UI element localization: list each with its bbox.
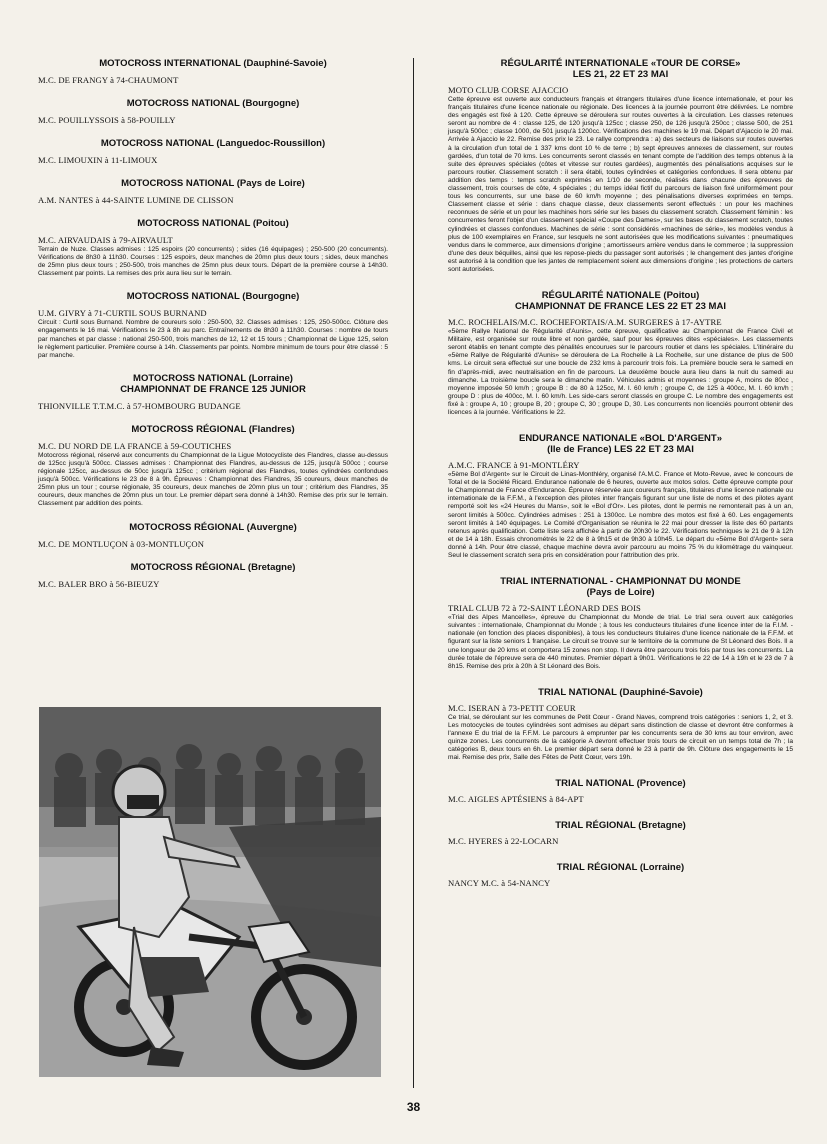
event-section bbox=[448, 290, 793, 417]
event-description: «Trial des Alpes Mancelles», épreuve du Championnat du Monde de trial. Le trial sera ouvert aux catégories suivantes : internationale, Championnat du Monde ; à tous les conducteurs titulaires d'une licence inter de la F.I.M. - nationale (en fonction des places disponibles), à tous les conducteurs titulaires d'une licence nationale de la F.F.M. et figurant sur la liste seniors 1 française. Le circuit se trouve sur le territoire de la commune de St Léonard des Bois. Il a une longueur de 20 kms et comportera 15 zones non stop. Il devra être parcouru trois fois par tous les concurrents. La durée totale de l'épreuve sera de 440 minutes. Premier départ à 9h01. Vérifications le 22 de 14 à 19h et le 23 de 7 à 8h15. Remise des prix à 20h à St Léonard des Bois. bbox=[448, 614, 793, 670]
event-club: M.C. LIMOUXIN à 11-LIMOUX bbox=[38, 155, 158, 165]
event-description: Ce trial, se déroulant sur les communes de Petit Cœur - Grand Naves, comprend trois catégories : seniors 1, 2, et 3. Les motocycles de toutes cylindrées sont admises au départ sans distinction de classe et devront être conformes à l'annexe E du trial de la F.F.M. Le parcours à emprunter par les concurrents sera de 30 kms au tour environ, avec quinze zones. Les concurrents de la catégorie A devront effectuer trois tours de circuit en un temps total de 7h ; la catégories B, deux tours en 6h. Le premier départ sera donné le 23 à partir de 9h. Clôture des engagements le 15 mai. Remise des prix, Salle des Fêtes de Petit Cœur, vers 19h. bbox=[448, 713, 793, 762]
event-club: M.C. ROCHELAIS/M.C. ROCHEFORTAIS/A.M. SURGERES à 17-AYTRE bbox=[448, 317, 722, 328]
event-section bbox=[448, 820, 793, 846]
event-title bbox=[448, 58, 793, 80]
event-club: A.M. NANTES à 44-SAINTE LUMINE DE CLISSON bbox=[38, 195, 234, 205]
event-title: MOTOCROSS RÉGIONAL (Auvergne) bbox=[129, 521, 297, 533]
event-section bbox=[38, 178, 388, 205]
event-club: M.C. DE MONTLUÇON à 03-MONTLUÇON bbox=[38, 538, 204, 549]
event-title: TRIAL RÉGIONAL (Lorraine) bbox=[556, 862, 685, 874]
event-section bbox=[38, 373, 388, 411]
event-section bbox=[448, 433, 793, 560]
event-club: NANCY M.C. à 54-NANCY bbox=[448, 878, 551, 889]
event-description: Terrain de Nuze. Classes admises : 125 espoirs (20 concurrents) ; sides (16 équipages) ; 250-500 (20 concurrents). Vérifications de 8h30 à 11h30. Courses : 125 espoirs, deux manches de 20mn plus deux tours ; sides, deux manches de 25mn plus deux tours ; 250-500, trois manches de 25mn plus deux tours. Départ de la première course à 14h30. Classement par points. La remises des prix aura lieu sur le terrain. bbox=[38, 246, 388, 278]
event-section bbox=[448, 687, 793, 763]
event-section bbox=[38, 291, 388, 359]
event-club: U.M. GIVRY à 71-CURTIL SOUS BURNAND bbox=[38, 308, 207, 319]
event-title: TRIAL NATIONAL (Provence) bbox=[555, 778, 686, 790]
page-number: 38 bbox=[406, 1100, 421, 1114]
event-club: TRIAL CLUB 72 à 72-SAINT LÉONARD DES BOIS bbox=[448, 603, 641, 614]
event-section bbox=[38, 522, 388, 549]
event-section bbox=[38, 98, 388, 125]
event-subtitle: CHAMPIONNAT DE FRANCE LES 22 ET 23 MAI bbox=[515, 301, 726, 313]
event-description: Circuit : Curtil sous Burnand. Nombre de coureurs solo : 250-500, 32. Classes admises : 125, 250-500cc. Clôture des engagements le 16 mai. Vérifications le 23 à 8h au parc. Entraînements de 8h30 à 11h30. Courses : nombre de tours par manches et par classe : national 250-500, trois manches de 12, 12 et 15 tours ; Championnat de Ligue 125, selon le règlement particulier. Première course à 14h. Classements par points. Nombre minimum de tours pour être classé : 5 par manche. bbox=[38, 319, 388, 359]
event-club: M.C. ISERAN à 73-PETIT COEUR bbox=[448, 702, 576, 713]
event-title: MOTOCROSS INTERNATIONAL (Dauphiné-Savoie) bbox=[99, 58, 327, 69]
event-description: «5ème Bol d'Argent» sur le Circuit de Linas-Monthléry, organisé l'A.M.C. France et Moto-Revue, avec le concours de Total et de la Société Ricard. Endurance nationale de 6 heures, ouverte aux motos solos. Cette épreuve compte pour le Championnat de France d'Endurance. Épreuve réservée aux coureurs français, titulaires d'une licence nationale ou internationale de la F.F.M., à l'exception des pilotes inter français figurant sur une liste de noms et des pilotes ayant remporté soit les «24 Heures du Mans», soit le «Bol d'Or». Les pilotes, dont le permis ne remonterait pas à un an, seront limités à 500cc. Cylindrées admises : 251 à 1300cc. Le nombre des motos est fixé à 60. Les engagements seront limités à 140 équipages. Le Comité d'Organisation se réunira le 22 mai pour dresser la liste des 60 partants retenus après qualification. Cette liste sera affichée à partir de 20h30 le 22. Vérifications techniques le 21 de 9 à 12h et de 14 à 18h. Essais chronométrés le 22 de 8 à 9h15 et de 9h30 à 10h45. Le départ du «5ème Bol d'Argent» sera donné à 14h. Pour être classé, chaque machine devra avoir parcouru au moins 75 % du kilométrage du vainqueur. Seul le classement scratch sera pris en considération pour l'attribution des prix. bbox=[448, 471, 793, 560]
motocross-rider-illustration bbox=[39, 707, 381, 1077]
event-title: TRIAL RÉGIONAL (Bretagne) bbox=[555, 820, 686, 832]
event-subtitle: LES 21, 22 ET 23 MAI bbox=[572, 69, 669, 80]
event-title: MOTOCROSS RÉGIONAL (Flandres) bbox=[131, 423, 295, 435]
event-section bbox=[38, 138, 388, 165]
event-description: «5ème Rallye National de Régularité d'Aunis», cette épreuve, qualificative au Championnat de France Civil et Militaire, est organisée sur route libre et non gardée, sauf pour les épreuves dites «spéciales». Les classements seront établis en tenant compte des pénalités encourues sur le parcours routier et dans les spéciales. L'itinéraire du «5ème Rallye de Régularité d'Aunis» se déroulera de La Rochelle à La Rochelle, sur une distance de plus de 500 kms. Le circuit sera effectué sur une boucle de 232 kms à parcourir trois fois. La première boucle sera le samedi en fin d'après-midi, avec neutralisation en fin de parcours. La deuxième boucle aura lieu dans la nuit du samedi au dimanche. La troisième boucle sera le dimanche matin. Véhicules admis et moyennes : groupe A, moins de 80cc , moyenne imposée 50 km/h ; groupe B : de 80 à 125cc, M. I. 60 km/h ; groupe C, de 125 à 400cc, M. I. 60 km/h ; groupe D : plus de 400cc, M. I. 60 km/h. Les side-cars seront classés en groupe C. Le nombre des engagements est fixé à : groupe A, 10 ; groupe B, 20 ; groupe C, 30 ; groupe D, 30. Les concurrents non licenciés pourront obtenir des licences à la journée. Vérifications le 22. bbox=[448, 328, 793, 416]
event-club: M.C. AIGLES APTÉSIENS à 84-APT bbox=[448, 794, 584, 805]
event-title: MOTOCROSS NATIONAL (Bourgogne) bbox=[126, 98, 300, 109]
event-section bbox=[448, 862, 793, 888]
event-club: A.M.C. FRANCE à 91-MONTLÉRY bbox=[448, 460, 580, 471]
event-title bbox=[38, 373, 388, 395]
motocross-photo bbox=[39, 707, 381, 1077]
event-subtitle: (Ile de France) LES 22 ET 23 MAI bbox=[547, 444, 694, 456]
event-title: MOTOCROSS NATIONAL (Languedoc-Roussillon) bbox=[100, 138, 326, 149]
event-section bbox=[448, 576, 793, 671]
event-title: MOTOCROSS RÉGIONAL (Bretagne) bbox=[130, 561, 296, 573]
event-title: TRIAL NATIONAL (Dauphiné-Savoie) bbox=[538, 686, 703, 698]
left-column bbox=[38, 58, 388, 602]
event-section bbox=[38, 58, 388, 85]
event-section bbox=[448, 778, 793, 804]
event-title: MOTOCROSS NATIONAL (Poitou) bbox=[137, 218, 289, 229]
event-title bbox=[448, 576, 793, 598]
event-subtitle: (Pays de Loire) bbox=[586, 587, 655, 599]
event-description: Motocross régional, réservé aux concurrents du Championnat de la Ligue Motocycliste des Flandres, classe au-dessus de 125cc jusqu'à 500cc. Classes admises : Championnat des Flandres, au-dessus de 125, jusqu'à 500cc ; course régionale 125cc, au-dessus de 50cc jusqu'à 125cc ; critérium régional des Flandres, toutes cylindrées confondues jusqu'à 500cc. Vérifications le 23 de 8 à 9h. Épreuves : Championnat des Flandres, 35 coureurs, deux manches de 25mn plus un tour ; course régionale, 35 coureurs, deux manches de 20mn plus un tour ; critérium des Flandres, 35 coureurs, deux manches de 20mn plus un tour. Le premier départ sera donné à 14h30. Remise des prix sur le terrain. Classement par addition des points. bbox=[38, 451, 388, 508]
event-section bbox=[38, 218, 388, 278]
event-club: M.C. HYERES à 22-LOCARN bbox=[448, 836, 559, 847]
event-club: M.C. POUILLYSSOIS à 58-POUILLY bbox=[38, 115, 176, 125]
event-title-main: RÉGULARITÉ INTERNATIONALE «TOUR DE CORSE» bbox=[500, 58, 741, 69]
event-club: M.C. AIRVAUDAIS à 79-AIRVAULT bbox=[38, 235, 173, 245]
event-subtitle: CHAMPIONNAT DE FRANCE 125 JUNIOR bbox=[120, 383, 306, 395]
event-title-main: RÉGULARITÉ NATIONALE (Poitou) bbox=[541, 290, 700, 302]
event-club: THIONVILLE T.T.M.C. à 57-HOMBOURG BUDANGE bbox=[38, 400, 241, 411]
right-column bbox=[448, 58, 793, 904]
event-club: MOTO CLUB CORSE AJACCIO bbox=[448, 85, 569, 95]
event-description: Cette épreuve est ouverte aux conducteurs français et étrangers titulaires d'une licence internationale, et pour les français titulaires d'une licence nationale ou régionale. Des licences à la journée pourront être délivrées. Le nombre des engagés est fixé à 120. Cette épreuve se déroulera sur routes ouvertes à la circulation. Les classes retenues seront au nombre de 4 : classe 125, de 120 jusqu'à 125cc ; classe 250, de 126 jusqu'à 250cc ; classe 500, de 251 jusqu'à 500cc ; classe 1000, de 501 jusqu'à 1200cc. Vérifications des machines le 19 mai. Départ d'Ajaccio le 20 mai. Arrivée à Ajaccio le 22. Remise des prix le 23. Le rallye comprendra : a) des secteurs de liaisons sur routes ouvertes à la circulation d'un total de 1 337 kms dont 10 % de terre ; b) sept épreuves annexes de classement, sur routes gardées, d'un total de 70 kms. Les concurrents seront classés en tenant compte de l'addition des temps obtenus à la suite des épreuves spéciales (côtes et vitesse sur routes gardées), augmentés des pénalisations acquises sur le parcours routier. Classement scratch : il sera établi, toutes cylindrées et catégories confondues. Il sera obtenu par addition des temps : temps scratch exprimés en 1/10 de seconde, réalisés dans chacune des épreuves de classement, trois courses de côte, 4 spéciales ; du temps idéal fictif du parcours de liaison fixé uniformément pour tous les concurrents, sur une base de 60 km/h moyenne ; des pénalisations diverses exprimées en temps. Classement classe et série : dans chaque classe, deux classements seront effectués : un pour les machines reconnues de série et un pour les machines hors série sur les bases du classement scratch. Classement féminin : les concurrentes feront l'objet d'un classement spécial «Coupe des Dames», sur les bases du classement scratch, toutes cylindrées et classes confondues. Machines de série : sont considérés «machines de série», les modèles vendus à plus de 100 exemplaires en France, sur lesquels ne sont autorisées que les modifications suivantes : pneumatiques vendus dans le commerce, aux dimensions d'origine ; amortisseurs arrière vendus dans le commerce ; la suppression d'une des deux béquilles, ainsi que les repose-pieds du passager sont autorisés ; le changement des jantes d'origine est autorisé à la condition que les jantes de remplacement soient aux dimensions d'origine ; les protections de carters sont autorisées. bbox=[448, 96, 793, 273]
event-title bbox=[448, 433, 793, 455]
event-title: MOTOCROSS NATIONAL (Pays de Loire) bbox=[121, 178, 305, 189]
event-section bbox=[38, 424, 388, 509]
event-title-main: ENDURANCE NATIONALE «BOL D'ARGENT» bbox=[518, 433, 722, 445]
event-section bbox=[38, 562, 388, 589]
event-section bbox=[448, 58, 793, 274]
event-club: M.C. DE FRANGY à 74-CHAUMONT bbox=[38, 75, 179, 85]
event-title: MOTOCROSS NATIONAL (Bourgogne) bbox=[126, 291, 300, 303]
event-club: M.C. BALER BRO à 56-BIEUZY bbox=[38, 578, 160, 589]
event-club: M.C. DU NORD DE LA FRANCE à 59-COUTICHES bbox=[38, 440, 232, 451]
event-title-main: TRIAL INTERNATIONAL - CHAMPIONNAT DU MONDE bbox=[500, 576, 741, 588]
event-title bbox=[448, 290, 793, 312]
event-title-main: MOTOCROSS NATIONAL (Lorraine) bbox=[133, 372, 293, 384]
column-divider bbox=[413, 58, 414, 1088]
